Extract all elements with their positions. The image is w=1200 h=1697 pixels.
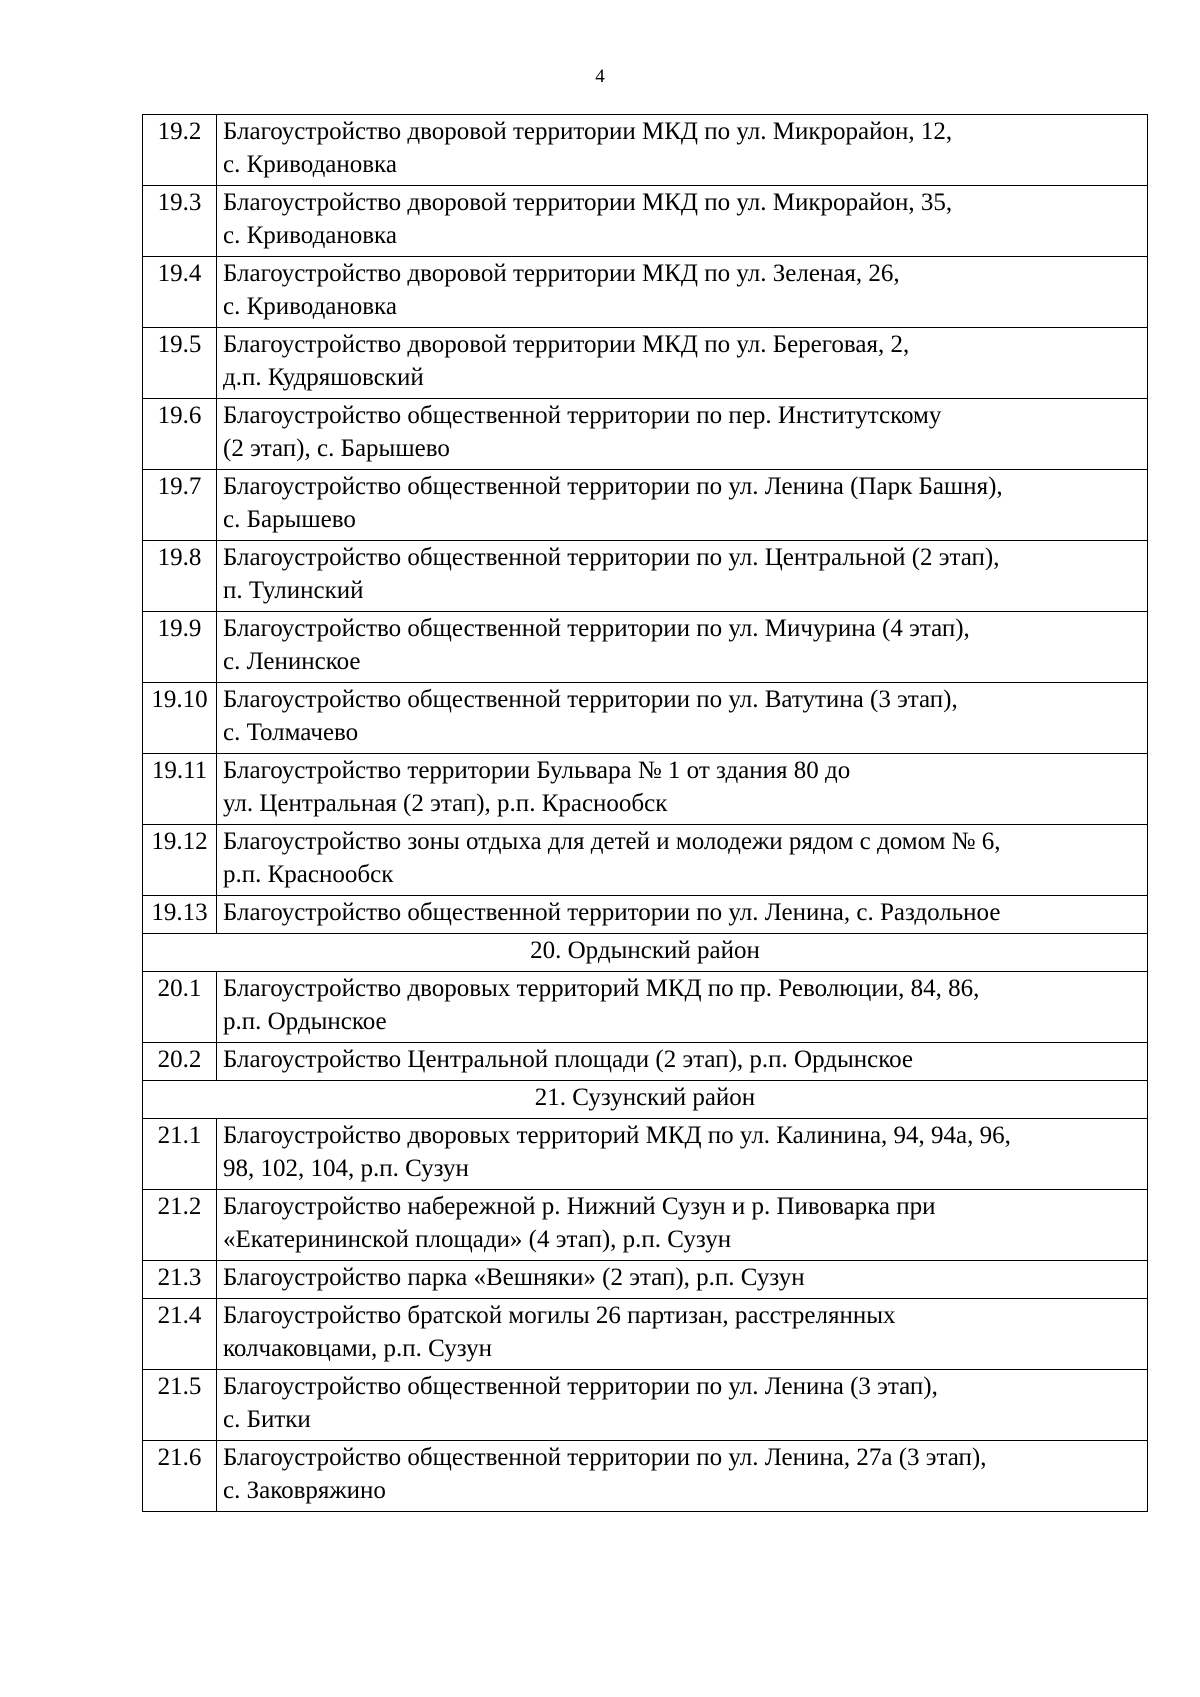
table-row	[143, 1261, 1148, 1299]
improvement-table	[142, 114, 1148, 1512]
description-line: р.п. Ордынское	[223, 1008, 387, 1035]
description-line: с. Криводановка	[223, 151, 397, 178]
description-line: Благоустройство общественной территории по ул. Ленина (Парк Башня),	[223, 473, 1003, 500]
section-title: 20. Ордынский район	[143, 934, 1148, 972]
description-line: Благоустройство общественной территории по пер. Институтскому	[223, 402, 942, 429]
description-line: Благоустройство дворовой территории МКД по ул. Береговая, 2,	[223, 331, 910, 358]
description-line: ул. Центральная (2 этап), р.п. Краснообск	[223, 790, 668, 817]
description-line: д.п. Кудряшовский	[223, 364, 424, 391]
item-number: 19.7	[143, 470, 217, 541]
description-line: с. Битки	[223, 1406, 311, 1433]
item-description	[217, 186, 1148, 257]
table-row	[143, 612, 1148, 683]
table-row	[143, 754, 1148, 825]
item-description	[217, 115, 1148, 186]
item-description	[217, 328, 1148, 399]
description-line: «Екатерининской площади» (4 этап), р.п. Сузун	[223, 1226, 732, 1253]
table-row	[143, 541, 1148, 612]
description-line: Благоустройство дворовых территорий МКД по пр. Революции, 84, 86,	[223, 975, 980, 1002]
description-line: Благоустройство дворовых территорий МКД по ул. Калинина, 94, 94а, 96,	[223, 1122, 1011, 1149]
table-row	[143, 328, 1148, 399]
section-title: 21. Сузунский район	[143, 1081, 1148, 1119]
item-number: 21.3	[143, 1261, 217, 1299]
item-description	[217, 470, 1148, 541]
item-description	[217, 541, 1148, 612]
item-number: 20.2	[143, 1043, 217, 1081]
item-description	[217, 612, 1148, 683]
description-line: 98, 102, 104, р.п. Сузун	[223, 1155, 469, 1182]
table-row	[143, 186, 1148, 257]
item-description	[217, 896, 1148, 934]
table-row	[143, 1190, 1148, 1261]
item-description	[217, 972, 1148, 1043]
description-line: Благоустройство дворовой территории МКД по ул. Зеленая, 26,	[223, 260, 900, 287]
description-line: Благоустройство общественной территории по ул. Центральной (2 этап),	[223, 544, 1000, 571]
item-description	[217, 257, 1148, 328]
section-header-row	[143, 1081, 1148, 1119]
item-number: 20.1	[143, 972, 217, 1043]
item-number: 21.6	[143, 1441, 217, 1512]
item-description	[217, 1043, 1148, 1081]
description-line: п. Тулинский	[223, 577, 364, 604]
item-number: 19.3	[143, 186, 217, 257]
item-description	[217, 1441, 1148, 1512]
description-line: Благоустройство набережной р. Нижний Сузун и р. Пивоварка при	[223, 1193, 936, 1220]
item-number: 19.4	[143, 257, 217, 328]
description-line: (2 этап), с. Барышево	[223, 435, 450, 462]
table-row	[143, 972, 1148, 1043]
table-row	[143, 399, 1148, 470]
description-line: с. Барышево	[223, 506, 356, 533]
item-number: 19.10	[143, 683, 217, 754]
table-row	[143, 896, 1148, 934]
item-description	[217, 1261, 1148, 1299]
description-line: с. Толмачево	[223, 719, 359, 746]
description-line: Благоустройство общественной территории по ул. Ватутина (3 этап),	[223, 686, 958, 713]
item-number: 19.13	[143, 896, 217, 934]
table-row	[143, 470, 1148, 541]
description-line: колчаковцами, р.п. Сузун	[223, 1335, 492, 1362]
description-line: с. Ленинское	[223, 648, 361, 675]
description-line: Благоустройство парка «Вешняки» (2 этап), р.п. Сузун	[223, 1264, 805, 1291]
table-row	[143, 1119, 1148, 1190]
item-description	[217, 1190, 1148, 1261]
item-number: 19.5	[143, 328, 217, 399]
table-row	[143, 1043, 1148, 1081]
description-line: с. Заковряжино	[223, 1477, 386, 1504]
table-row	[143, 683, 1148, 754]
table-row	[143, 1370, 1148, 1441]
table-row	[143, 115, 1148, 186]
description-line: Благоустройство общественной территории по ул. Ленина, с. Раздольное	[223, 899, 1001, 926]
item-number: 19.12	[143, 825, 217, 896]
item-number: 19.2	[143, 115, 217, 186]
description-line: Благоустройство территории Бульвара № 1 от здания 80 до	[223, 757, 851, 784]
description-line: с. Криводановка	[223, 293, 397, 320]
table-row	[143, 825, 1148, 896]
table-row	[143, 1441, 1148, 1512]
item-number: 21.1	[143, 1119, 217, 1190]
table-row	[143, 1299, 1148, 1370]
item-description	[217, 1370, 1148, 1441]
description-line: Благоустройство Центральной площади (2 этап), р.п. Ордынское	[223, 1046, 914, 1073]
description-line: Благоустройство общественной территории по ул. Ленина (3 этап),	[223, 1373, 938, 1400]
description-line: с. Криводановка	[223, 222, 397, 249]
item-description	[217, 683, 1148, 754]
description-line: Благоустройство дворовой территории МКД по ул. Микрорайон, 12,	[223, 118, 953, 145]
description-line: Благоустройство дворовой территории МКД по ул. Микрорайон, 35,	[223, 189, 953, 216]
table-body	[143, 115, 1148, 1512]
description-line: Благоустройство братской могилы 26 партизан, расстрелянных	[223, 1302, 896, 1329]
item-number: 19.8	[143, 541, 217, 612]
page-number: 4	[595, 66, 605, 87]
description-line: р.п. Краснообск	[223, 861, 394, 888]
item-number: 21.5	[143, 1370, 217, 1441]
item-description	[217, 825, 1148, 896]
item-number: 19.11	[143, 754, 217, 825]
item-number: 21.4	[143, 1299, 217, 1370]
item-description	[217, 1299, 1148, 1370]
description-line: Благоустройство общественной территории по ул. Ленина, 27а (3 этап),	[223, 1444, 987, 1471]
item-number: 19.6	[143, 399, 217, 470]
description-line: Благоустройство общественной территории по ул. Мичурина (4 этап),	[223, 615, 970, 642]
description-line: Благоустройство зоны отдыха для детей и молодежи рядом с домом № 6,	[223, 828, 1001, 855]
item-number: 19.9	[143, 612, 217, 683]
item-description	[217, 754, 1148, 825]
item-number: 21.2	[143, 1190, 217, 1261]
item-description	[217, 1119, 1148, 1190]
table-row	[143, 257, 1148, 328]
section-header-row	[143, 934, 1148, 972]
item-description	[217, 399, 1148, 470]
